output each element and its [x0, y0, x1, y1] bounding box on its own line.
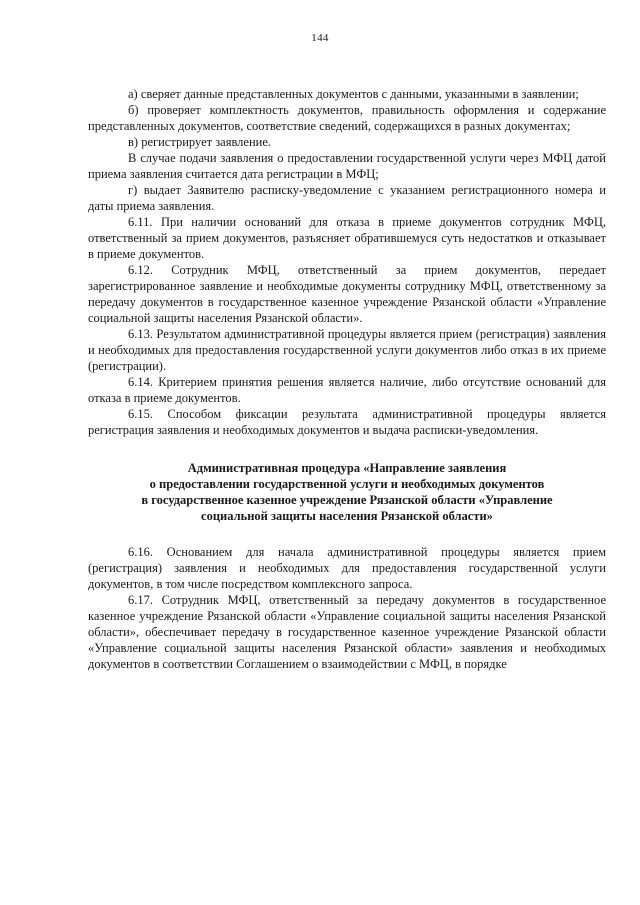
- section-heading-line: социальной защиты населения Рязанской области»: [201, 509, 493, 523]
- section-heading-line: о предоставлении государственной услуги и необходимых документов: [149, 477, 545, 491]
- section-heading: [88, 460, 606, 524]
- section-heading-line: Административная процедура «Направление заявления: [187, 461, 507, 475]
- document-body: [88, 86, 606, 672]
- paragraph-6-15: 6.15. Способом фиксации результата административной процедуры является регистрация заявления и необходимых документов и выдача расписки-уведомления.: [88, 407, 606, 437]
- paragraph-6-16: 6.16. Основанием для начала административной процедуры является прием (регистрация) заявления и необходимых для предоставления государственной услуги документов, в том числе посредством комплексного запроса.: [88, 545, 606, 591]
- paragraph-v: в) регистрирует заявление.: [128, 135, 272, 149]
- paragraph-6-11: 6.11. При наличии оснований для отказа в приеме документов сотрудник МФЦ, ответственный за прием документов, разъясняет обратившемуся суть недостатков и отказывает в приеме документов.: [88, 215, 606, 261]
- paragraph-6-12: 6.12. Сотрудник МФЦ, ответственный за прием документов, передает зарегистрированное заявление и необходимые документы сотруднику МФЦ, ответственному за передачу документов в государственное казенное учреждение Рязанской области «Управление социальной защиты населения Рязанской области».: [88, 263, 606, 325]
- paragraph-mfc-date: В случае подачи заявления о предоставлении государственной услуги через МФЦ датой приема заявления считается дата регистрации в МФЦ;: [88, 151, 606, 181]
- paragraph-6-17: 6.17. Сотрудник МФЦ, ответственный за передачу документов в государственное казенное учреждение Рязанской области «Управление социальной защиты населения Рязанской области», обеспечивает передачу в государственное казенное учреждение Рязанской области «Управление социальной защиты населения Рязанской области» заявления и необходимых документов в соответствии Соглашением о взаимодействии с МФЦ, в порядке: [88, 593, 606, 671]
- paragraph-6-14: 6.14. Критерием принятия решения является наличие, либо отсутствие оснований для отказа в приеме документов.: [88, 375, 606, 405]
- page-number: 144: [311, 32, 329, 44]
- paragraph-a: а) сверяет данные представленных документов с данными, указанными в заявлении;: [128, 87, 579, 101]
- paragraph-g: г) выдает Заявителю расписку-уведомление с указанием регистрационного номера и даты приема заявления.: [88, 183, 606, 213]
- section-heading-line: в государственное казенное учреждение Рязанской области «Управление: [141, 493, 553, 507]
- paragraph-b: б) проверяет комплектность документов, правильность оформления и содержание представленных документов, соответствие сведений, содержащихся в разных документах;: [88, 103, 606, 133]
- paragraph-6-13: 6.13. Результатом административной процедуры является прием (регистрация) заявления и необходимых для предоставления государственной услуги документов либо отказ в их приеме (регистрации).: [88, 327, 606, 373]
